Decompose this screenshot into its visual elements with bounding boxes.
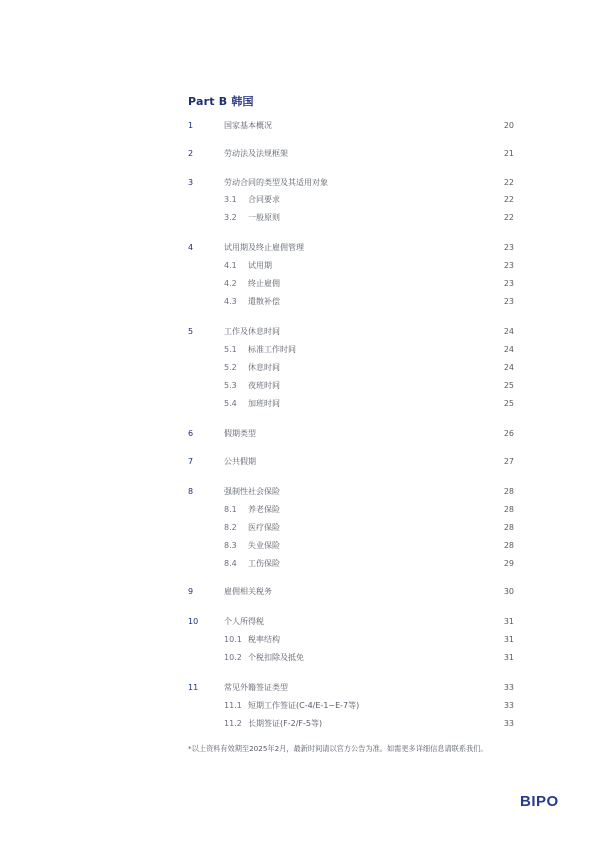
- toc-entry-number: 10.2: [224, 653, 242, 662]
- toc-entry-title: 劳动法及法规框架: [224, 149, 288, 158]
- toc-entry-page: 28: [503, 523, 514, 532]
- toc-entry-number: 4.3: [224, 297, 237, 306]
- toc-entry-page: 28: [503, 505, 514, 514]
- toc-entry-number: 8.3: [224, 541, 237, 550]
- toc-entry-8-3[interactable]: [188, 539, 514, 553]
- toc-entry-number: 8.2: [224, 523, 237, 532]
- toc-entry-title: 试用期及终止雇佣管理: [224, 243, 304, 252]
- toc-entry-10-2[interactable]: [188, 651, 514, 665]
- toc-entry-page: 29: [503, 559, 514, 568]
- toc-entry-8-2[interactable]: [188, 521, 514, 535]
- toc-entry-title: 雇佣相关税务: [224, 587, 272, 596]
- toc-entry-number: 4.1: [224, 261, 237, 270]
- toc-entry-page: 24: [503, 363, 514, 372]
- toc-entry-title: 失业保险: [248, 541, 280, 550]
- toc-entry-number: 11.2: [224, 719, 242, 728]
- toc-entry-5[interactable]: [188, 325, 514, 339]
- toc-entry-2[interactable]: [188, 147, 514, 161]
- toc-entry-page: 24: [503, 345, 514, 354]
- toc-entry-title: 国家基本概况: [224, 121, 272, 130]
- toc-entry-title: 合同要求: [248, 195, 280, 204]
- toc-entry-title: 个税扣除及抵免: [248, 653, 304, 662]
- toc-entry-5-2[interactable]: [188, 361, 514, 375]
- toc-entry-page: 22: [503, 178, 514, 187]
- toc-entry-number: 1: [188, 121, 194, 130]
- toc-entry-11-1[interactable]: [188, 699, 514, 713]
- toc-entry-page: 22: [503, 213, 514, 222]
- toc-entry-8-1[interactable]: [188, 503, 514, 517]
- toc-entry-number: 10.1: [224, 635, 242, 644]
- toc-entry-title: 公共假期: [224, 457, 256, 466]
- toc-entry-4-3[interactable]: [188, 295, 514, 309]
- toc-entry-number: 10: [188, 617, 199, 626]
- toc-entry-10-1[interactable]: [188, 633, 514, 647]
- toc-entry-8[interactable]: [188, 485, 514, 499]
- toc-entry-number: 8.4: [224, 559, 237, 568]
- toc-entry-page: 31: [503, 653, 514, 662]
- toc-entry-title: 个人所得税: [224, 617, 264, 626]
- toc-entry-title: 标准工作时间: [248, 345, 296, 354]
- toc-entry-page: 31: [503, 635, 514, 644]
- toc-entry-5-3[interactable]: [188, 379, 514, 393]
- toc-entry-9[interactable]: [188, 585, 514, 599]
- toc-entry-page: 23: [503, 261, 514, 270]
- toc-entry-title: 强制性社会保险: [224, 487, 280, 496]
- toc-entry-10[interactable]: [188, 615, 514, 629]
- toc-entry-title: 休息时间: [248, 363, 280, 372]
- toc-entry-page: 27: [503, 457, 514, 466]
- toc-entry-6[interactable]: [188, 427, 514, 441]
- toc-entry-number: 4.2: [224, 279, 237, 288]
- toc-entry-page: 22: [503, 195, 514, 204]
- toc-entry-number: 5.2: [224, 363, 237, 372]
- toc-entry-5-1[interactable]: [188, 343, 514, 357]
- toc-entry-title: 工伤保险: [248, 559, 280, 568]
- toc-entry-title: 夜班时间: [248, 381, 280, 390]
- toc-entry-title: 劳动合同的类型及其适用对象: [224, 178, 328, 187]
- toc-entry-number: 2: [188, 149, 194, 158]
- toc-entry-page: 28: [503, 487, 514, 496]
- toc-entry-number: 9: [188, 587, 194, 596]
- toc-entry-number: 3.1: [224, 195, 237, 204]
- toc-entry-page: 30: [503, 587, 514, 596]
- footnote: *以上资料有效期至2025年2月，最新时间请以官方公告为准。如需更多详细信息请联系我们。: [188, 744, 488, 753]
- toc-entry-3-2[interactable]: [188, 211, 514, 225]
- toc-entry-page: 25: [503, 381, 514, 390]
- toc-entry-title: 长期签证(F-2/F-5等): [248, 719, 323, 728]
- toc-entry-1[interactable]: [188, 119, 514, 133]
- toc-entry-page: 28: [503, 541, 514, 550]
- toc-entry-page: 31: [503, 617, 514, 626]
- toc-entry-11-2[interactable]: [188, 717, 514, 731]
- part-title: Part B 韩国: [188, 95, 254, 108]
- toc-entry-number: 5: [188, 327, 194, 336]
- toc-entry-number: 4: [188, 243, 194, 252]
- toc-entry-title: 工作及休息时间: [224, 327, 280, 336]
- toc-entry-page: 33: [503, 683, 514, 692]
- toc-entry-number: 7: [188, 457, 194, 466]
- toc-entry-title: 短期工作签证(C-4/E-1~E-7等): [248, 701, 360, 710]
- toc-entry-number: 5.4: [224, 399, 237, 408]
- toc-entry-number: 3: [188, 178, 194, 187]
- toc-entry-number: 11.1: [224, 701, 242, 710]
- toc-entry-7[interactable]: [188, 455, 514, 469]
- toc-entry-page: 20: [503, 121, 514, 130]
- toc-entry-number: 5.1: [224, 345, 237, 354]
- toc-entry-title: 一般原则: [248, 213, 280, 222]
- bipo-logo: BIPO: [520, 793, 559, 810]
- toc-entry-5-4[interactable]: [188, 397, 514, 411]
- toc-entry-title: 医疗保险: [248, 523, 280, 532]
- toc-entry-3[interactable]: [188, 176, 514, 190]
- toc-entry-page: 21: [503, 149, 514, 158]
- toc-entry-title: 养老保险: [248, 505, 280, 514]
- toc-entry-title: 常见外籍签证类型: [224, 683, 288, 692]
- toc-entry-3-1[interactable]: [188, 193, 514, 207]
- toc-entry-4-2[interactable]: [188, 277, 514, 291]
- toc-entry-page: 23: [503, 243, 514, 252]
- toc-entry-page: 33: [503, 719, 514, 728]
- toc-entry-number: 8: [188, 487, 194, 496]
- toc-entry-title: 假期类型: [224, 429, 256, 438]
- toc-entry-number: 3.2: [224, 213, 237, 222]
- toc-entry-page: 24: [503, 327, 514, 336]
- toc-entry-title: 税率结构: [248, 635, 280, 644]
- toc-entry-8-4[interactable]: [188, 557, 514, 571]
- toc-entry-11[interactable]: [188, 681, 514, 695]
- toc-entry-number: 6: [188, 429, 194, 438]
- toc-entry-page: 23: [503, 297, 514, 306]
- toc-entry-page: 25: [503, 399, 514, 408]
- toc-entry-page: 33: [503, 701, 514, 710]
- toc-entry-number: 11: [188, 683, 199, 692]
- toc-entry-4[interactable]: [188, 241, 514, 255]
- toc-entry-title: 遣散补偿: [248, 297, 280, 306]
- toc-entry-number: 5.3: [224, 381, 237, 390]
- toc-entry-4-1[interactable]: [188, 259, 514, 273]
- toc-entry-page: 26: [503, 429, 514, 438]
- toc-entry-number: 8.1: [224, 505, 237, 514]
- toc-entry-title: 试用期: [248, 261, 272, 270]
- toc-entry-page: 23: [503, 279, 514, 288]
- toc-entry-title: 终止雇佣: [248, 279, 280, 288]
- toc-entry-title: 加班时间: [248, 399, 280, 408]
